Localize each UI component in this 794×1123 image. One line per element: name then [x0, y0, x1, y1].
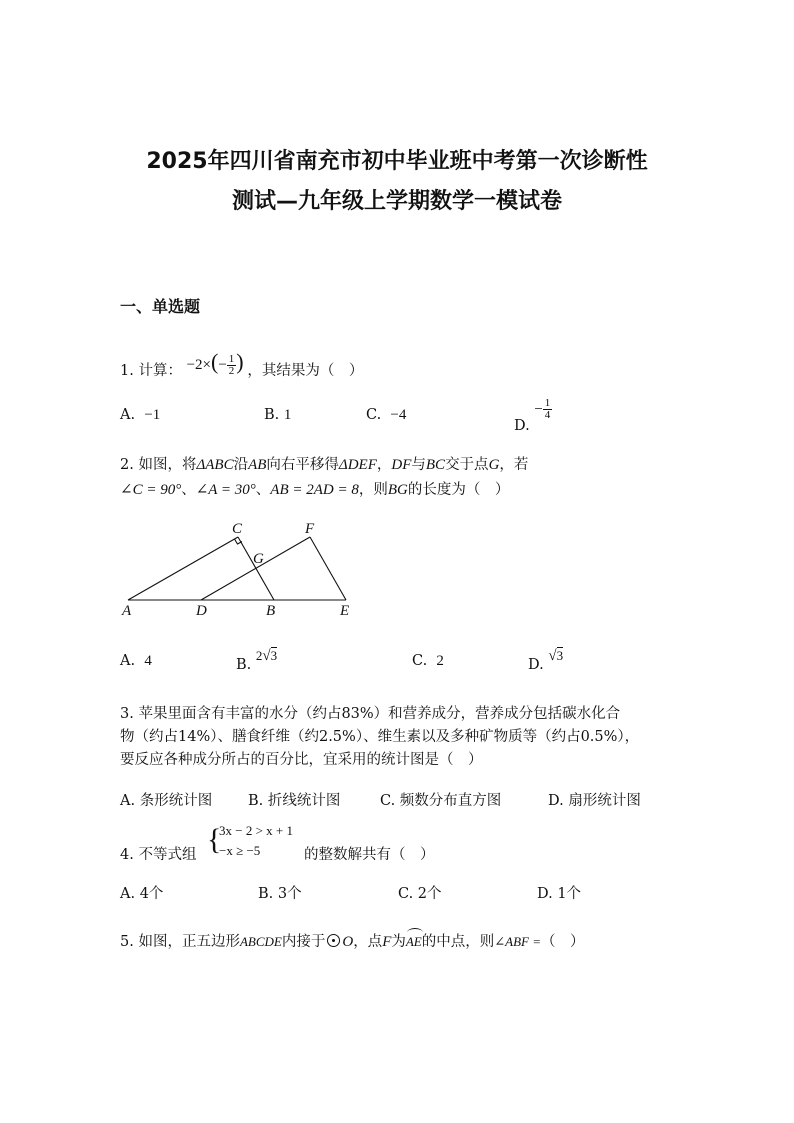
q2-option-c[interactable]: C. 2 — [412, 653, 444, 669]
label-g: G — [253, 551, 264, 567]
q2-option-a[interactable]: A. 4 — [120, 653, 152, 669]
q4-option-c[interactable]: C. 2个 — [398, 886, 442, 902]
label-a: A — [122, 603, 132, 619]
line-df — [201, 537, 310, 600]
line-ac — [128, 537, 238, 600]
question-1-suffix: ，其结果为（ ） — [247, 363, 364, 379]
label-c: C — [232, 521, 243, 537]
question-1-expr: −2×(− $\frac{1}{2}$ ) — [186, 349, 244, 378]
question-4-inequality-system: { 3x − 2 > x + 1 −x ≥ −5 — [207, 823, 293, 858]
q4-option-a[interactable]: A. 4个 — [120, 886, 164, 902]
q4-option-b[interactable]: B. 3个 — [258, 886, 302, 902]
label-e: E — [340, 603, 350, 619]
q1-option-d[interactable]: D. − $\frac{1}{4}$ — [514, 397, 551, 434]
section-heading-single-choice: 一、单选题 — [120, 297, 201, 316]
question-1 — [120, 349, 364, 383]
q3-option-d[interactable]: D. 扇形统计图 — [548, 793, 641, 809]
q3-option-c[interactable]: C. 频数分布直方图 — [380, 793, 502, 809]
arc-ae: AE — [406, 934, 422, 949]
q3-option-a[interactable]: A. 条形统计图 — [120, 793, 213, 809]
q3-option-b[interactable]: B. 折线统计图 — [248, 793, 341, 809]
line-fe — [310, 537, 346, 600]
q1-option-c[interactable]: C. −4 — [366, 407, 407, 423]
q1-option-b[interactable]: B. 1 — [264, 407, 292, 423]
q1-option-a[interactable]: A. −1 — [120, 407, 161, 423]
question-2-line-1: 2. 如图，将ΔABC沿AB向右平移得ΔDEF，DF与BC交于点G，若 — [120, 457, 529, 473]
title-line-1: 2025年四川省南充市初中毕业班中考第一次诊断性 — [146, 149, 648, 174]
question-4-suffix: 的整数解共有（ ） — [304, 847, 435, 863]
question-1-prefix: 计算： — [138, 363, 182, 379]
q2-triangle-figure — [110, 515, 370, 625]
q4-option-d[interactable]: D. 1个 — [537, 886, 582, 902]
question-3-line-3: 要反应各种成分所占的百分比，宜采用的统计图是（ ） — [120, 752, 483, 768]
question-3-line-1: 3. 苹果里面含有丰富的水分（约占83%）和营养成分，营养成分包括碳水化合 — [120, 706, 621, 722]
label-d: D — [196, 603, 207, 619]
right-angle-mark — [235, 539, 243, 544]
label-b: B — [266, 603, 276, 619]
label-f: F — [305, 521, 315, 537]
circle-symbol-icon — [327, 934, 340, 947]
question-1-number: 1. — [120, 363, 134, 379]
title-line-2: 测试—九年级上学期数学一模试卷 — [231, 189, 562, 214]
question-2-line-2: ∠C = 90°、∠A = 30°、AB = 2AD = 8，则BG的长度为（ ） — [120, 482, 510, 498]
q2-option-d[interactable]: D. √3 — [528, 648, 564, 673]
question-3-line-2: 物（约占14%）、膳食纤维（约2.5%）、维生素以及多种矿物质等（约占0.5%）， — [120, 729, 640, 745]
question-4-text: 4. 不等式组 — [120, 847, 197, 863]
question-5: 5. 如图，正五边形ABCDE内接于 O，点F为 AE的中点，则∠ABF =（ ） — [120, 930, 585, 951]
q2-option-b[interactable]: B. 2√3 — [236, 648, 278, 673]
